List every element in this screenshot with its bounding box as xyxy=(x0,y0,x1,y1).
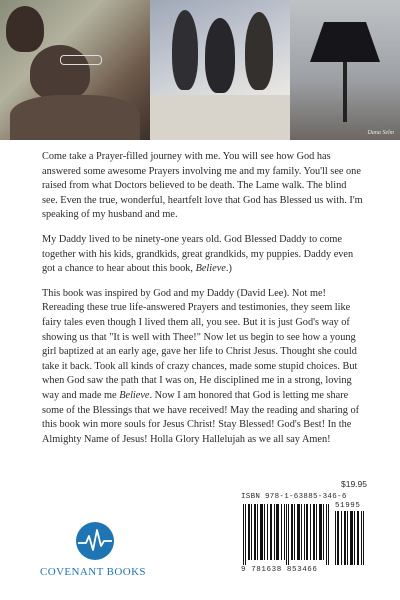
price-addon-bars xyxy=(335,511,365,565)
book-title-inline: Believe xyxy=(119,389,150,401)
ean-barcode-bars xyxy=(243,504,331,565)
heartbeat-globe-icon xyxy=(74,520,116,562)
publisher-name: COVENANT BOOKS xyxy=(40,566,146,578)
book-title-inline: Believe xyxy=(195,263,226,275)
person-figure xyxy=(245,12,273,90)
couch xyxy=(150,95,290,140)
ean-digits: 9 781638 853466 xyxy=(241,566,318,574)
lamp-stand xyxy=(343,62,347,122)
blurb-paragraph-2: My Daddy lived to be ninety-one years old. God Blessed Daddy to come together with his kids, grandkids, great grandkids, my puppies. Daddy even got a chance to hear about this book, Believe.) xyxy=(42,233,354,275)
person-figure xyxy=(6,6,44,52)
price-addon-digits: 51995 xyxy=(335,502,361,510)
family-photo-1 xyxy=(0,0,150,140)
blurb-paragraph-1: Come take a Prayer-filled journey with me. You will see how God has answered some awesome Prayers involving me and my family. You'll see one raised from what Doctors believed to be death. The Lame walk. The blind see. Even the true, wonderful, heartfelt love that God has Blessed us with. I'm speaking of my husband and me. xyxy=(42,151,363,221)
lampshade xyxy=(310,22,380,62)
isbn-barcode xyxy=(241,493,366,577)
person-figure xyxy=(10,95,140,140)
publisher-logo xyxy=(40,518,150,588)
photo-signature: Dana Selm xyxy=(367,130,394,136)
person-figure xyxy=(205,18,235,93)
eyeglasses xyxy=(60,55,102,65)
blurb-paragraph-3: This book was inspired by God and my Daddy (David Lee). Not me! Rereading these true life-answered Prayers and testimonies, they seem like fairy tales even though I lived them all, you see. But it is just God's way of showing us that "It is well with Thee!" Now let us begin to see how a young girl baptized at an early age, gave her life to Christ Jesus. Thought she could take it back. Took all kinds of crazy chances, made some stupid choices. But when God saw the path that I was on, He disciplined me in a strong, loving way and made me Believe. Now I am honored that God is letting me share some of the Blessings that we have received! May the reading and sharing of this book win more souls for Jesus Christ! Stay Blessed! God's Best! In the Almighty Name of Jesus! Holla Glory Hallelujah as we all say Amen! xyxy=(42,287,360,445)
lamp-photo xyxy=(290,0,400,140)
person-figure xyxy=(30,45,90,100)
isbn-number: ISBN 978-1-63885-346-6 xyxy=(241,493,347,501)
cover-photo-strip xyxy=(0,0,400,140)
back-cover-blurb xyxy=(42,150,364,457)
person-figure xyxy=(172,10,198,90)
price-label: $19.95 xyxy=(341,479,367,489)
family-photo-2 xyxy=(150,0,290,140)
